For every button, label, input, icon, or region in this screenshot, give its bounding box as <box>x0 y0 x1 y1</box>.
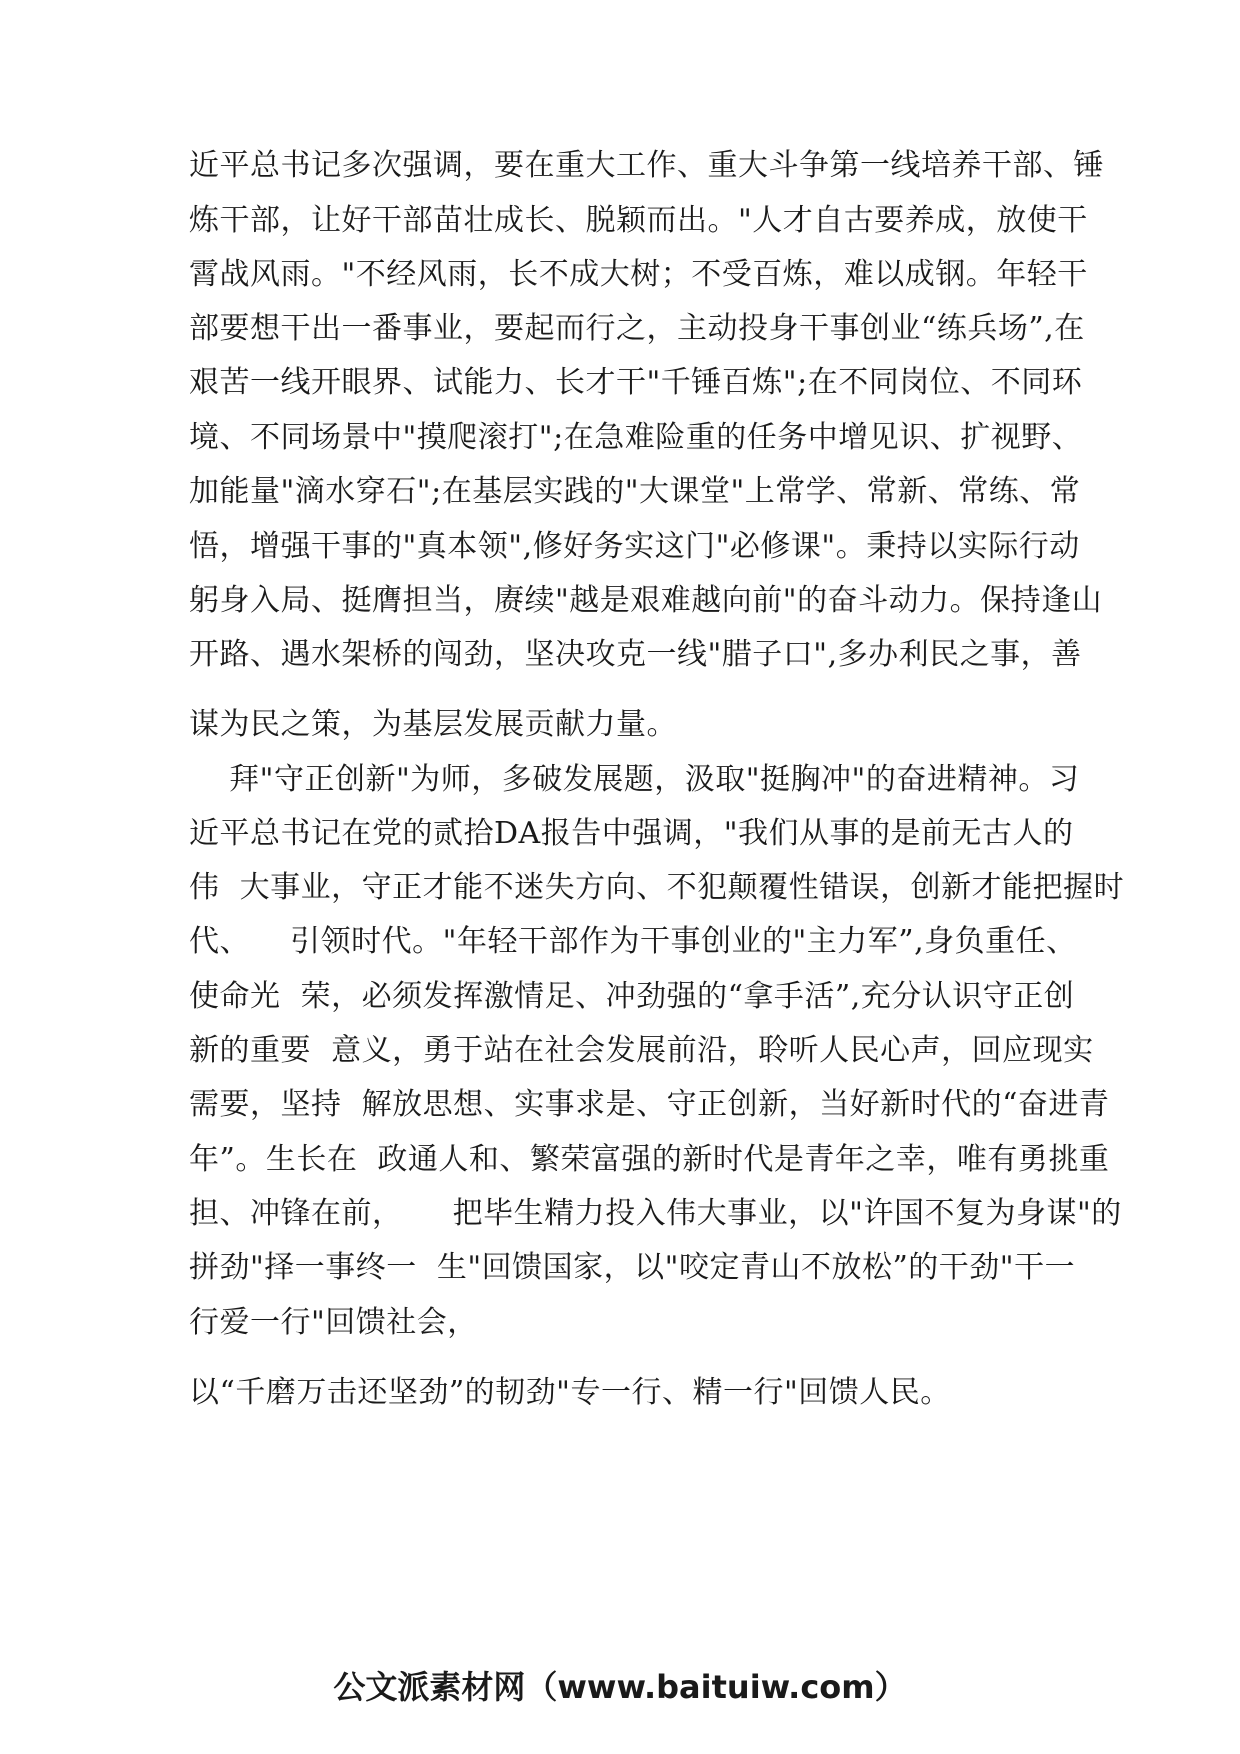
body-line: 代、 引领时代。"年轻干部作为干事创业的"主力军”,身负重任、 <box>189 924 1077 959</box>
body-line: 悟，增强干事的"真本领",修好务实这门"必修课"。秉持以实际行动 <box>189 529 1080 564</box>
body-line: 新的重要 意义，勇于站在社会发展前沿，聆听人民心声，回应现实 <box>189 1033 1094 1068</box>
footer-watermark: 公文派素材网（www.baituiw.com） <box>333 1668 907 1706</box>
body-line: 拜"守正创新"为师，多破发展题，汲取"挺胸冲"的奋进精神。习 <box>189 762 1080 797</box>
body-line: 近平总书记多次强调，要在重大工作、重大斗争第一线培养干部、锤 <box>189 148 1104 183</box>
body-line: 谋为民之策，为基层发展贡献力量。 <box>189 707 677 742</box>
body-line: 行爱一行"回馈社会， <box>189 1305 478 1340</box>
body-line: 炼干部，让好干部苗壮成长、脱颖而出。"人才自古要养成，放使干 <box>189 203 1088 238</box>
body-line: 需要，坚持 解放思想、实事求是、守正创新，当好新时代的“奋进青 <box>189 1087 1110 1122</box>
body-line: 担、冲锋在前， 把毕生精力投入伟大事业，以"许国不复为身谋"的 <box>189 1196 1122 1231</box>
body-line: 加能量"滴水穿石";在基层实践的"大课堂"上常学、常新、常练、常 <box>189 474 1081 509</box>
body-line: 使命光 荣，必须发挥激情足、冲劲强的“拿手活”,充分认识守正创 <box>189 979 1075 1014</box>
body-line: 躬身入局、挺膺担当，赓续"越是艰难越向前"的奋斗动力。保持逢山 <box>189 583 1103 618</box>
body-line: 伟 大事业，守正才能不迷失方向、不犯颠覆性错误，创新才能把握时 <box>189 870 1125 905</box>
body-line: 开路、遇水架桥的闯劲，坚决攻克一线"腊子口",多办利民之事，善 <box>189 637 1082 672</box>
body-line: 霄战风雨。"不经风雨，长不成大树；不受百炼，难以成钢。年轻干 <box>189 257 1088 292</box>
body-line: 拼劲"择一事终一 生"回馈国家，以"咬定青山不放松”的干劲"干一 <box>189 1250 1076 1285</box>
body-line: 以“千磨万击还坚劲”的韧劲"专一行、精一行"回馈人民。 <box>189 1375 951 1410</box>
body-line: 境、不同场景中"摸爬滚打";在急难险重的任务中增见识、扩视野、 <box>189 420 1083 455</box>
body-line: 艰苦一线开眼界、试能力、长才干"千锤百炼";在不同岗位、不同环 <box>189 365 1083 400</box>
body-line: 近平总书记在党的贰拾DA报告中强调，"我们从事的是前无古人的 <box>189 816 1074 851</box>
body-line: 年”。生长在 政通人和、繁荣富强的新时代是青年之幸，唯有勇挑重 <box>189 1142 1110 1177</box>
body-line: 部要想干出一番事业，要起而行之，主动投身干事创业“练兵场”,在 <box>189 311 1085 346</box>
